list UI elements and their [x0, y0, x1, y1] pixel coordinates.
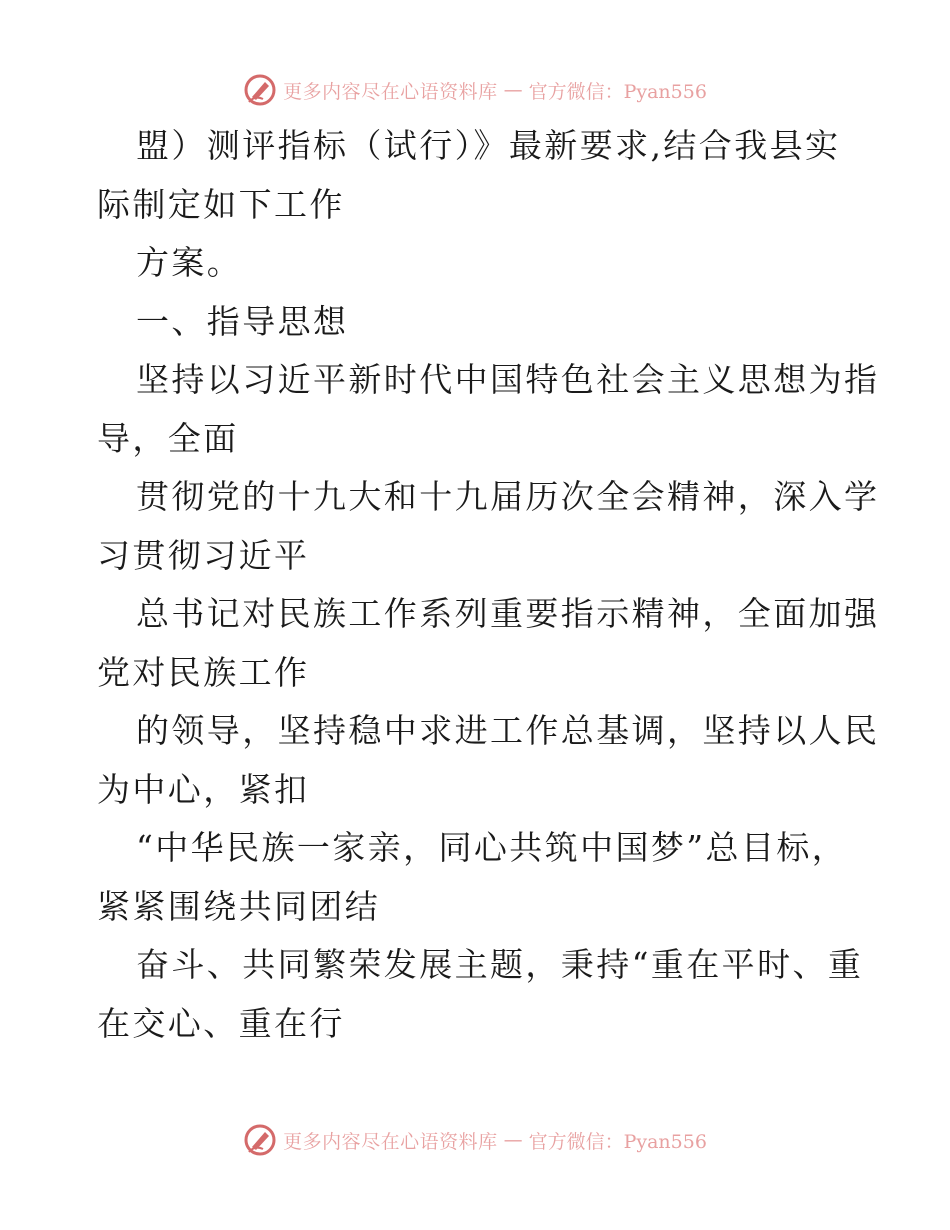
text-line: 际制定如下工作	[97, 184, 345, 224]
text-line: “中华民族一家亲，同心共筑中国梦”总目标，	[136, 828, 848, 867]
text-line: 导，全面	[97, 418, 239, 458]
watermark-text: 更多内容尽在心语资料库	[283, 1130, 498, 1153]
watermark-wechat: 官方微信：Pyan556	[528, 80, 707, 103]
footer-watermark	[0, 1120, 950, 1160]
seal-pen-logo-icon	[243, 1123, 277, 1157]
text-line: 奋斗、共同繁荣发展主题，秉持“重在平时、重	[136, 945, 864, 984]
text-line: 为中心，紧扣	[97, 769, 310, 809]
text-line: 习贯彻习近平	[97, 535, 310, 575]
text-line: 在交心、重在行	[97, 1003, 345, 1043]
text-line: 坚持以习近平新时代中国特色社会主义思想为指	[136, 360, 880, 399]
seal-pen-logo-icon	[243, 73, 277, 107]
document-body	[97, 117, 880, 1053]
text-line: 总书记对民族工作系列重要指示精神，全面加强	[136, 594, 880, 633]
section-heading: 一、指导思想	[136, 301, 349, 341]
text-line: 方案。	[136, 243, 243, 282]
text-line: 盟）测评指标（试行）》最新要求,结合我县实	[136, 126, 841, 165]
text-line: 的领导，坚持稳中求进工作总基调，坚持以人民	[136, 711, 880, 750]
text-line: 紧紧围绕共同团结	[97, 886, 381, 926]
watermark-wechat: 官方微信：Pyan556	[528, 1130, 707, 1153]
watermark-separator: —	[503, 79, 523, 101]
watermark-text: 更多内容尽在心语资料库	[283, 80, 498, 103]
header-watermark	[0, 70, 950, 110]
watermark-separator: —	[503, 1129, 523, 1151]
text-line: 贯彻党的十九大和十九届历次全会精神，深入学	[136, 477, 880, 516]
text-line: 党对民族工作	[97, 652, 310, 692]
